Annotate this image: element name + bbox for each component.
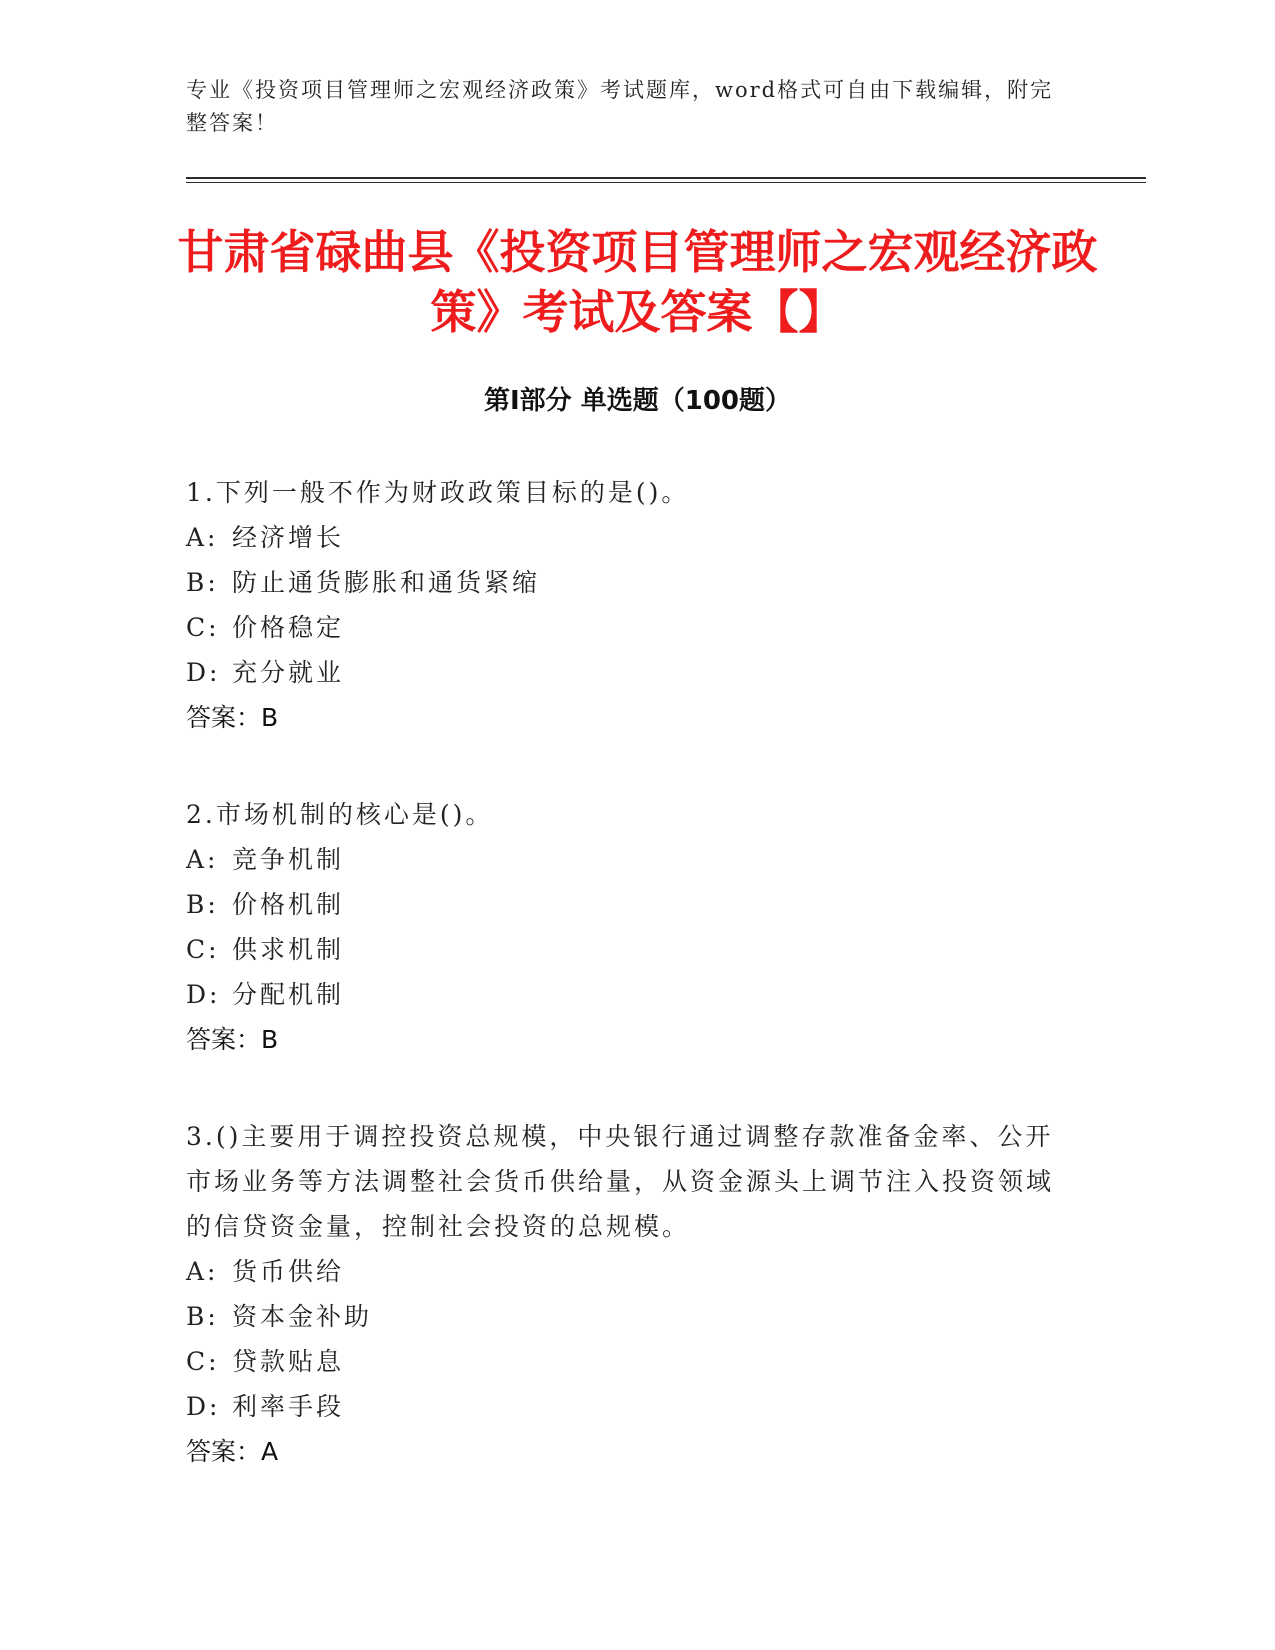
answer-line: 答案：B bbox=[186, 703, 279, 732]
document-title: 甘肃省碌曲县《投资项目管理师之宏观经济政策》考试及答案【】 bbox=[177, 225, 1098, 339]
option-letter: D: bbox=[186, 980, 221, 1009]
option-text: 充分就业 bbox=[232, 658, 345, 687]
question-text: 1.下列一般不作为财政政策目标的是()。 bbox=[186, 478, 690, 507]
question-1 bbox=[186, 470, 1066, 740]
option-letter: D: bbox=[186, 1392, 221, 1421]
option-c bbox=[186, 1339, 1066, 1384]
question-list bbox=[186, 470, 1066, 1526]
question-text: 2.市场机制的核心是()。 bbox=[186, 800, 494, 829]
option-text: 竞争机制 bbox=[232, 845, 345, 874]
option-d bbox=[186, 650, 1066, 695]
option-letter: C: bbox=[186, 935, 220, 964]
option-text: 利率手段 bbox=[232, 1392, 345, 1421]
option-d bbox=[186, 972, 1066, 1017]
option-b bbox=[186, 1294, 1066, 1339]
option-text: 经济增长 bbox=[232, 523, 345, 552]
option-a bbox=[186, 1249, 1066, 1294]
option-text: 货币供给 bbox=[232, 1257, 345, 1286]
option-c bbox=[186, 605, 1066, 650]
option-letter: C: bbox=[186, 1347, 220, 1376]
option-b bbox=[186, 882, 1066, 927]
option-text: 资本金补助 bbox=[232, 1302, 373, 1331]
answer-line: 答案：A bbox=[186, 1437, 279, 1466]
option-d bbox=[186, 1384, 1066, 1429]
option-letter: B: bbox=[186, 1302, 219, 1331]
option-text: 价格稳定 bbox=[232, 613, 345, 642]
question-3 bbox=[186, 1114, 1066, 1474]
option-letter: D: bbox=[186, 658, 221, 687]
option-b bbox=[186, 560, 1066, 605]
option-text: 防止通货膨胀和通货紧缩 bbox=[232, 568, 541, 597]
option-text: 供求机制 bbox=[232, 935, 345, 964]
option-letter: B: bbox=[186, 890, 219, 919]
option-letter: C: bbox=[186, 613, 220, 642]
option-letter: A: bbox=[186, 845, 219, 874]
option-text: 贷款贴息 bbox=[232, 1347, 345, 1376]
header-note: 专业《投资项目管理师之宏观经济政策》考试题库，word格式可自由下载编辑，附完整答案！ bbox=[186, 78, 1054, 135]
option-text: 价格机制 bbox=[232, 890, 345, 919]
section-title: 第I部分 单选题（100题） bbox=[484, 386, 791, 416]
header-rule-thin bbox=[186, 182, 1146, 183]
option-letter: A: bbox=[186, 523, 219, 552]
option-c bbox=[186, 927, 1066, 972]
question-text: 3.()主要用于调控投资总规模，中央银行通过调整存款准备金率、公开市场业务等方法调整社会货币供给量，从资金源头上调节注入投资领域的信贷资金量，控制社会投资的总规模。 bbox=[186, 1122, 1055, 1241]
header-rule-thick bbox=[186, 177, 1146, 179]
answer-line: 答案：B bbox=[186, 1025, 279, 1054]
option-letter: B: bbox=[186, 568, 219, 597]
option-letter: A: bbox=[186, 1257, 219, 1286]
option-a bbox=[186, 515, 1066, 560]
option-a bbox=[186, 837, 1066, 882]
question-2 bbox=[186, 792, 1066, 1062]
option-text: 分配机制 bbox=[232, 980, 345, 1009]
